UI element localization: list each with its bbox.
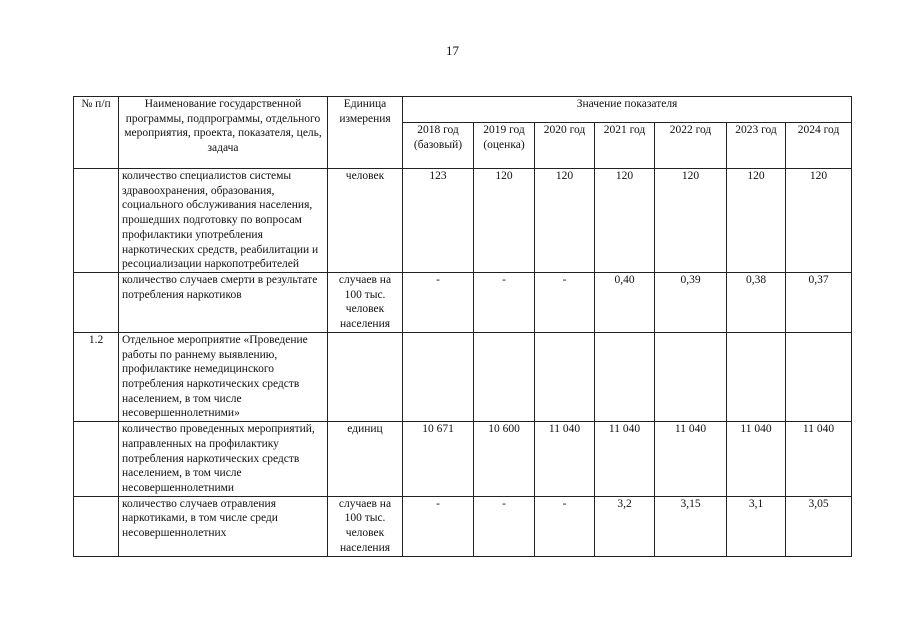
row-name: Отдельное мероприятие «Проведение работы по раннему выявлению, профилактике немедицинского потребления наркотических средств населением, в том числе несовершеннолетними»: [119, 332, 328, 421]
row-value: -: [474, 496, 535, 556]
header-year-2020: 2020 год: [535, 123, 595, 169]
header-year-2024: 2024 год: [786, 123, 852, 169]
row-value: [535, 332, 595, 421]
row-value: [727, 332, 786, 421]
row-value: 120: [655, 169, 727, 273]
row-unit: человек: [328, 169, 403, 273]
table-row: [74, 332, 852, 421]
header-num: № п/п: [74, 97, 119, 169]
row-value: 120: [535, 169, 595, 273]
row-value: -: [535, 272, 595, 332]
indicators-table: [73, 96, 852, 557]
header-unit: Единица измерения: [328, 97, 403, 169]
header-year-2018: 2018 год (базовый): [403, 123, 474, 169]
row-value: 120: [727, 169, 786, 273]
row-value: 10 671: [403, 422, 474, 497]
header-value: Значение показателя: [403, 97, 852, 123]
row-name: количество специалистов системы здравоохранения, образования, социального обслуживания населения, прошедших подготовку по вопросам профилактики употребления наркотических средств, реабилитации и ресоциализации наркопотребителей: [119, 169, 328, 273]
row-value: 0,38: [727, 272, 786, 332]
row-name: количество проведенных мероприятий, направленных на профилактику потребления наркотических средств населением, в том числе несовершеннолетними: [119, 422, 328, 497]
row-value: -: [403, 496, 474, 556]
row-name: количество случаев смерти в результате потребления наркотиков: [119, 272, 328, 332]
row-num: 1.2: [74, 332, 119, 421]
row-value: 3,1: [727, 496, 786, 556]
row-unit: [328, 332, 403, 421]
row-num: [74, 169, 119, 273]
row-value: 3,15: [655, 496, 727, 556]
row-value: 0,40: [595, 272, 655, 332]
row-value: [786, 332, 852, 421]
table-row: [74, 496, 852, 556]
row-value: 0,39: [655, 272, 727, 332]
row-value: 3,05: [786, 496, 852, 556]
row-unit: единиц: [328, 422, 403, 497]
row-value: 11 040: [595, 422, 655, 497]
row-value: [595, 332, 655, 421]
row-value: 123: [403, 169, 474, 273]
row-value: 120: [786, 169, 852, 273]
row-value: [474, 332, 535, 421]
header-row-1: [74, 97, 852, 123]
table-row: [74, 272, 852, 332]
page-number: 17: [446, 43, 459, 58]
row-value: 120: [595, 169, 655, 273]
row-num: [74, 422, 119, 497]
header-name: Наименование государственной программы, подпрограммы, отдельного мероприятия, проекта, показателя, цель, задача: [119, 97, 328, 169]
header-year-2019: 2019 год (оценка): [474, 123, 535, 169]
table-row: [74, 169, 852, 273]
row-value: 120: [474, 169, 535, 273]
table-row: [74, 422, 852, 497]
row-value: 11 040: [727, 422, 786, 497]
row-name: количество случаев отравления наркотиками, в том числе среди несовершеннолетних: [119, 496, 328, 556]
row-value: [403, 332, 474, 421]
row-value: [655, 332, 727, 421]
header-year-2022: 2022 год: [655, 123, 727, 169]
row-value: -: [535, 496, 595, 556]
row-num: [74, 272, 119, 332]
header-year-2023: 2023 год: [727, 123, 786, 169]
header-year-2021: 2021 год: [595, 123, 655, 169]
row-num: [74, 496, 119, 556]
row-value: 11 040: [786, 422, 852, 497]
row-value: -: [474, 272, 535, 332]
row-value: -: [403, 272, 474, 332]
row-value: 0,37: [786, 272, 852, 332]
row-value: 10 600: [474, 422, 535, 497]
row-value: 11 040: [655, 422, 727, 497]
row-unit: случаев на 100 тыс. человек населения: [328, 496, 403, 556]
row-unit: случаев на 100 тыс. человек населения: [328, 272, 403, 332]
row-value: 11 040: [535, 422, 595, 497]
row-value: 3,2: [595, 496, 655, 556]
